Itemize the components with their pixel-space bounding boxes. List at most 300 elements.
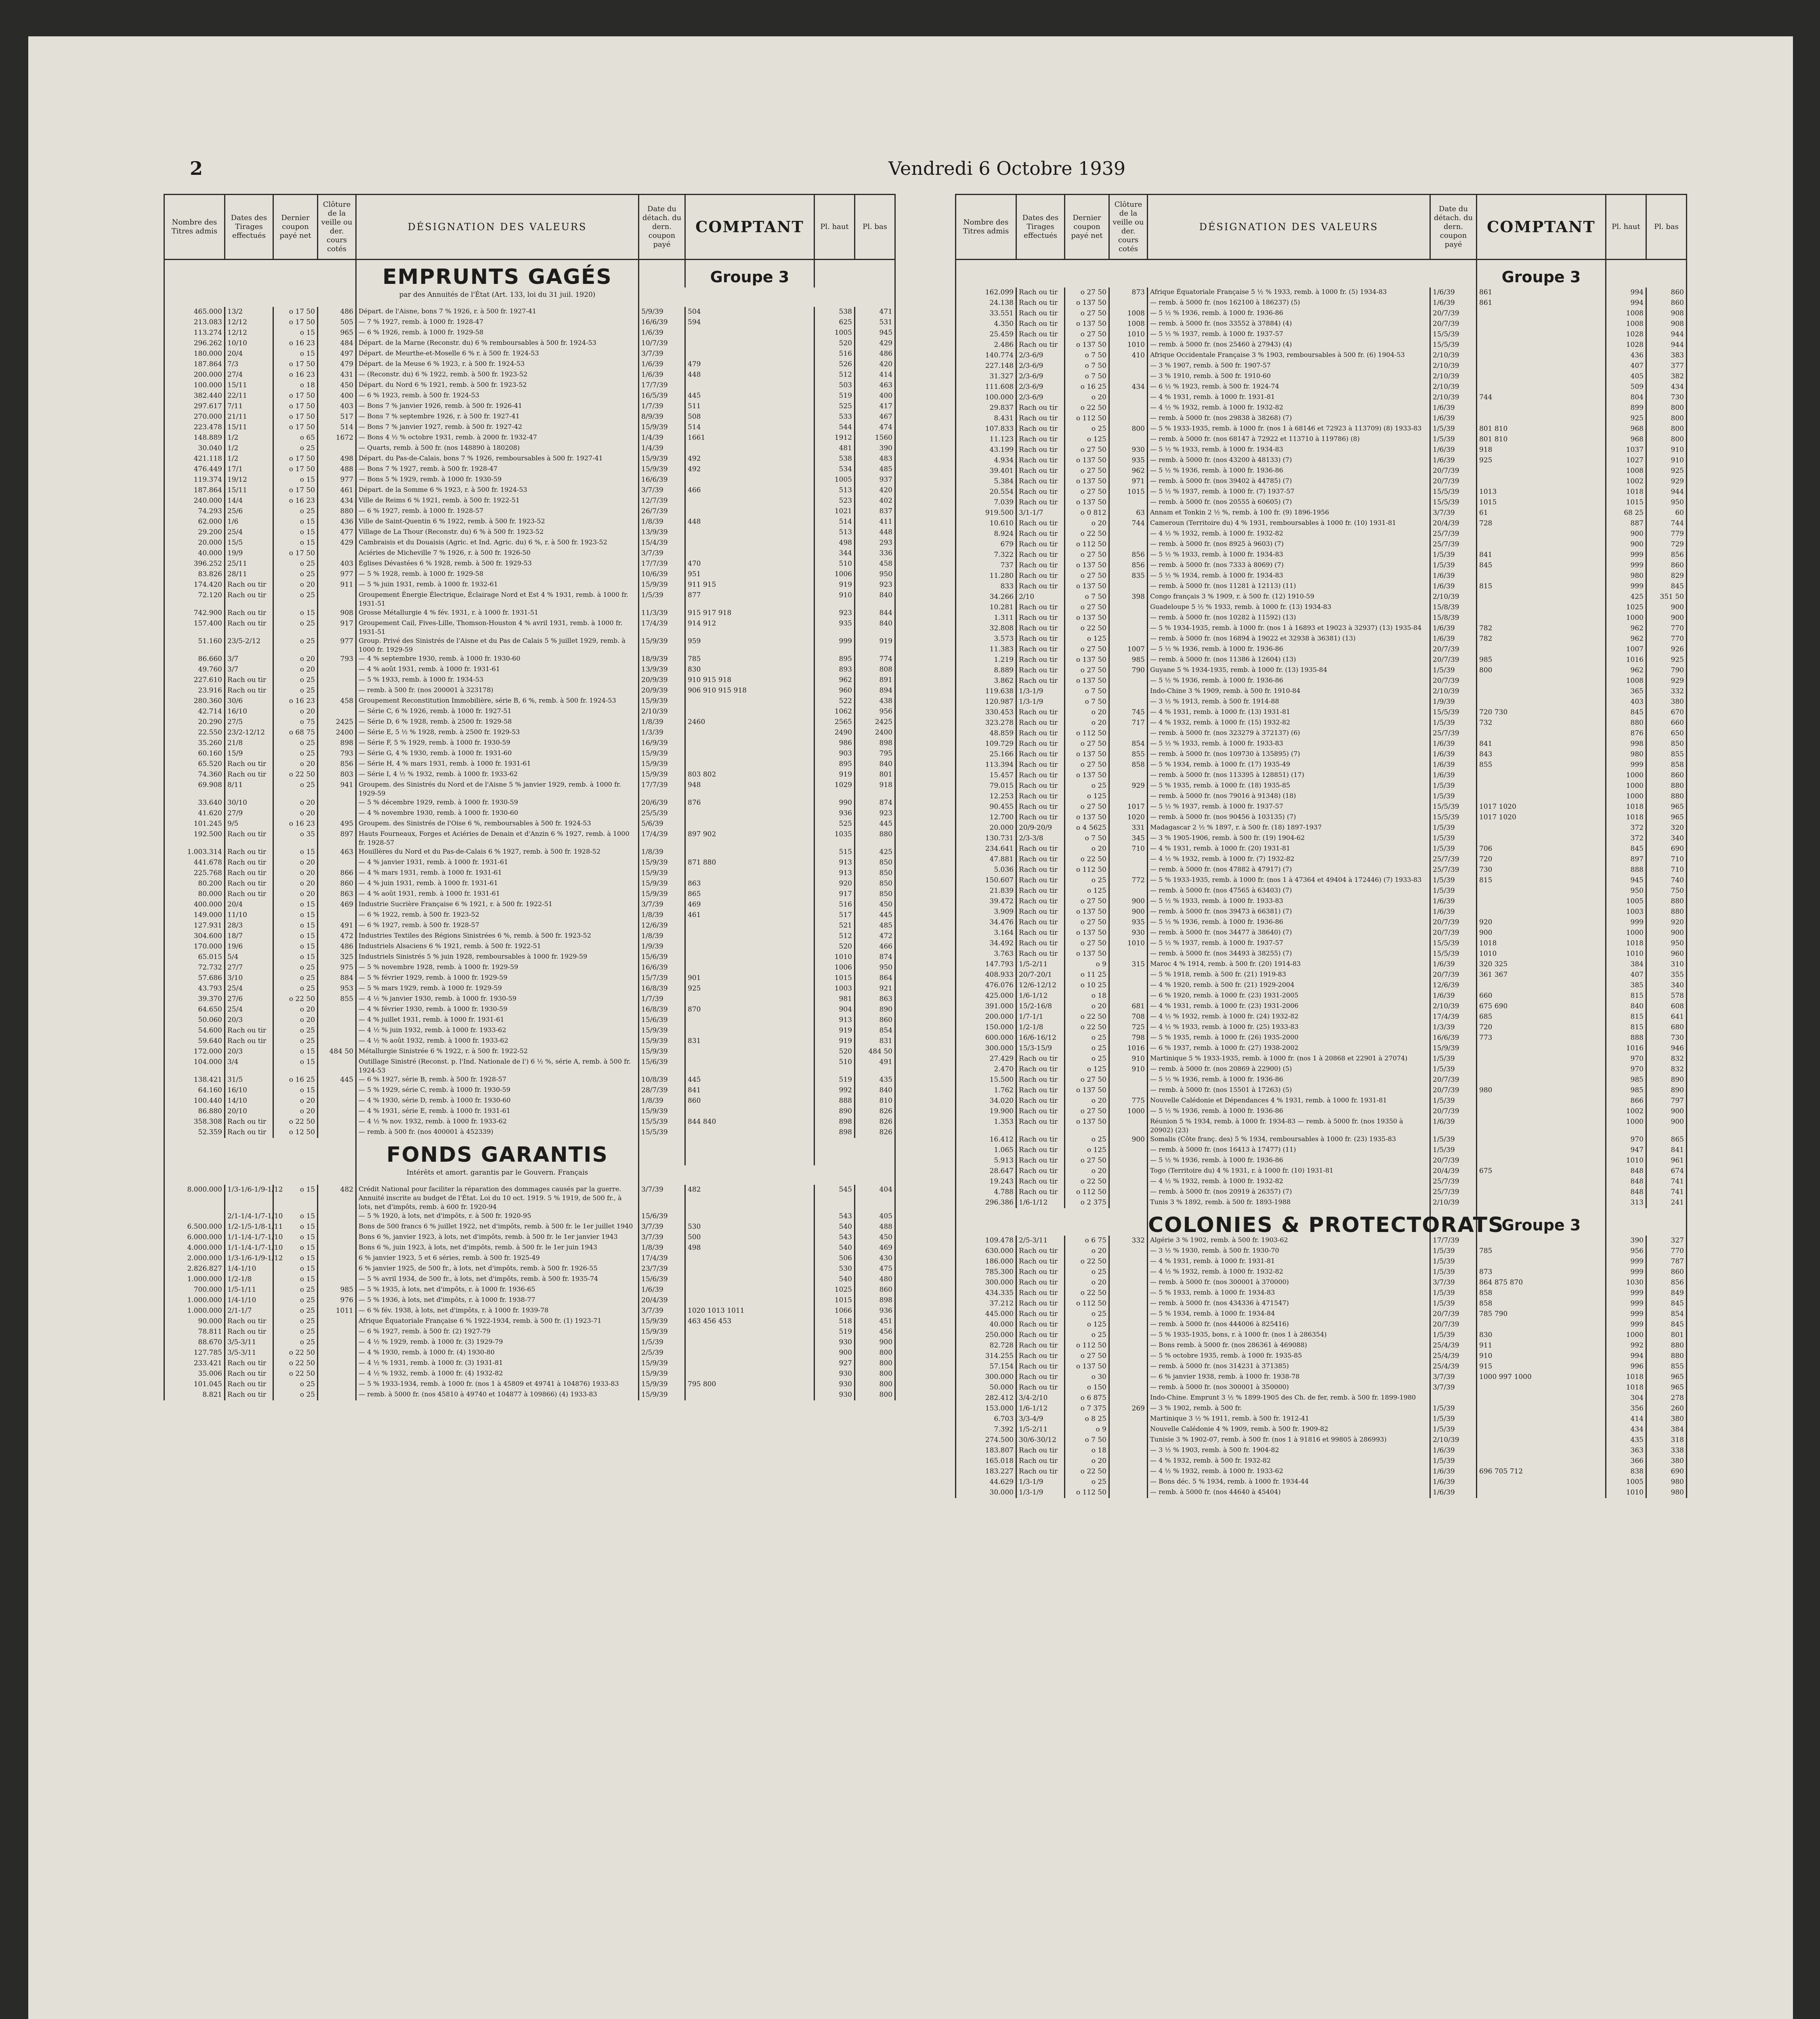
- security-row: [164, 819, 895, 829]
- nombre-cell: 39.472: [956, 896, 1016, 907]
- designation-cell: — 6 % 1923, remb. à 500 fr. 1924-53: [356, 391, 639, 401]
- coupon-cell: o 27 50: [1065, 1351, 1109, 1362]
- comptant-cell: 876: [685, 798, 814, 808]
- coupon-cell: o 15: [273, 328, 318, 338]
- detach-cell: 15/4/39: [639, 538, 685, 548]
- tirage-cell: Rach ou tir: [1016, 1456, 1065, 1467]
- tirage-cell: 25/4: [225, 1005, 273, 1015]
- nombre-cell: 101.045: [164, 1379, 225, 1390]
- coupon-cell: o 7 50: [1065, 1435, 1109, 1446]
- bas-cell: 474: [855, 422, 895, 433]
- detach-cell: 1/5/39: [1430, 1404, 1477, 1414]
- bas-cell: 810: [855, 1096, 895, 1106]
- haut-cell: 986: [814, 738, 855, 749]
- designation-cell: — 4 ½ % 1932, remb. à 1000 fr. 1932-82: [1148, 529, 1430, 539]
- section-fonds-row: [164, 1138, 895, 1165]
- comptant-cell: 951: [685, 569, 814, 580]
- bas-cell: 488: [855, 1222, 895, 1232]
- tirage-cell: 25/11: [225, 559, 273, 569]
- security-row: [164, 619, 895, 636]
- designation-cell: — remb. à 5000 fr. (nos 16894 à 19022 et 32938 à 36381) (13): [1148, 634, 1430, 644]
- security-row: [164, 391, 895, 401]
- security-row: [164, 798, 895, 808]
- detach-cell: 1/5/39: [1430, 875, 1477, 886]
- coupon-cell: o 25: [1065, 1033, 1109, 1043]
- haut-cell: 1000: [1606, 1117, 1646, 1135]
- coupon-cell: o 30: [1065, 1372, 1109, 1383]
- cloture-cell: 484: [318, 338, 356, 349]
- coupon-cell: o 137 50: [1065, 655, 1109, 665]
- cloture-cell: [1109, 1246, 1148, 1257]
- bas-cell: 880: [1646, 896, 1687, 907]
- security-row: [164, 559, 895, 569]
- detach-cell: 20/7/39: [1430, 655, 1477, 665]
- designation-cell: Outillage Sinistré (Reconst. p. l'Ind. Nationale de l') 6 ½ %, série A, remb. à 500 fr. 1924-53: [356, 1057, 639, 1075]
- tirage-cell: 1/5-2/11: [1016, 1425, 1065, 1435]
- haut-cell: 512: [814, 370, 855, 380]
- detach-cell: 15/5/39: [1430, 812, 1477, 823]
- bas-cell: 880: [1646, 1341, 1687, 1351]
- coupon-cell: o 112 50: [1065, 539, 1109, 550]
- nombre-cell: 19.243: [956, 1177, 1016, 1187]
- detach-cell: 1/6/39: [1430, 739, 1477, 749]
- tirage-cell: Rach ou tir: [225, 759, 273, 770]
- detach-cell: 13/9/39: [639, 527, 685, 538]
- nombre-cell: 86.880: [164, 1106, 225, 1117]
- designation-cell: — 4 % 1930, série D, remb. à 1000 fr. 1930-60: [356, 1096, 639, 1106]
- bas-cell: 826: [855, 1127, 895, 1138]
- nombre-cell: 6.500.000: [164, 1222, 225, 1232]
- detach-cell: 1/5/39: [1430, 1330, 1477, 1341]
- coupon-cell: o 20: [1065, 1246, 1109, 1257]
- bas-cell: 472: [855, 931, 895, 942]
- coupon-cell: o 25: [273, 569, 318, 580]
- coupon-cell: o 137 50: [1065, 319, 1109, 330]
- coupon-cell: o 27 50: [1065, 288, 1109, 298]
- cloture-cell: 469: [318, 900, 356, 910]
- detach-cell: 1/6/39: [1430, 749, 1477, 760]
- tirage-cell: 1/2: [225, 433, 273, 443]
- comptant-cell: [685, 749, 814, 759]
- designation-cell: Guyane 5 % 1934-1935, remb. à 1000 fr. (13) 1935-84: [1148, 665, 1430, 676]
- comptant-cell: 720: [1477, 854, 1606, 865]
- detach-cell: 15/9/39: [1430, 1043, 1477, 1054]
- coupon-cell: o 15: [273, 1211, 318, 1222]
- designation-cell: — Série H, 4 % mars 1931, remb. à 1000 fr. 1931-61: [356, 759, 639, 770]
- comptant-cell: 730: [1477, 865, 1606, 875]
- coupon-cell: o 137 50: [1065, 770, 1109, 781]
- coupon-cell: o 15: [273, 1274, 318, 1285]
- nombre-cell: 165.018: [956, 1456, 1016, 1467]
- coupon-cell: o 20: [273, 889, 318, 900]
- haut-cell: 888: [1606, 865, 1646, 875]
- bas-cell: 854: [1646, 1309, 1687, 1320]
- cloture-cell: 1020: [1109, 812, 1148, 823]
- tirage-cell: Rach ou tir: [1016, 581, 1065, 592]
- detach-cell: 20/4/39: [1430, 518, 1477, 529]
- bas-cell: 380: [1646, 1414, 1687, 1425]
- tirage-cell: 15/11: [225, 485, 273, 496]
- security-row: [164, 485, 895, 496]
- bas-cell: 800: [1646, 434, 1687, 445]
- comptant-cell: 1661: [685, 433, 814, 443]
- security-row: [956, 560, 1687, 571]
- nombre-cell: 213.083: [164, 317, 225, 328]
- coupon-cell: o 27 50: [1065, 602, 1109, 613]
- designation-cell: — 5 ½ % 1934, remb. à 1000 fr. 1934-83: [1148, 571, 1430, 581]
- bas-cell: 864: [855, 973, 895, 984]
- comptant-cell: [685, 942, 814, 952]
- security-row: [956, 1467, 1687, 1477]
- security-row: [164, 759, 895, 770]
- tirage-cell: 31/5: [225, 1075, 273, 1085]
- security-row: [164, 1306, 895, 1316]
- cloture-cell: 398: [1109, 592, 1148, 602]
- tirage-cell: Rach ou tir: [1016, 1362, 1065, 1372]
- security-row: [956, 1288, 1687, 1299]
- tirage-cell: Rach ou tir: [1016, 917, 1065, 928]
- tirage-cell: Rach ou tir: [1016, 1383, 1065, 1393]
- security-row: [956, 392, 1687, 403]
- bas-cell: 456: [855, 1327, 895, 1337]
- haut-cell: 384: [1606, 959, 1646, 970]
- haut-cell: 68 25: [1606, 508, 1646, 518]
- nombre-cell: 323.278: [956, 718, 1016, 728]
- comptant-cell: [685, 1295, 814, 1306]
- comptant-cell: 980: [1477, 1085, 1606, 1096]
- security-row: [164, 433, 895, 443]
- bas-cell: 890: [855, 1005, 895, 1015]
- coupon-cell: o 15: [273, 349, 318, 359]
- security-row: [956, 728, 1687, 739]
- haut-cell: 514: [814, 517, 855, 527]
- comptant-cell: 803 802: [685, 770, 814, 780]
- security-row: [956, 455, 1687, 466]
- security-row: [956, 1198, 1687, 1208]
- tirage-cell: Rach ou tir: [1016, 1096, 1065, 1106]
- cloture-cell: [318, 686, 356, 696]
- detach-cell: 3/7/39: [1430, 1383, 1477, 1393]
- coupon-cell: o 22 50: [1065, 1257, 1109, 1267]
- haut-cell: 999: [1606, 581, 1646, 592]
- tirage-cell: Rach ou tir: [1016, 1278, 1065, 1288]
- cloture-cell: [1109, 1177, 1148, 1187]
- bas-cell: 860: [1646, 560, 1687, 571]
- cloture-cell: [318, 1264, 356, 1274]
- security-row: [956, 613, 1687, 623]
- haut-cell: 913: [814, 868, 855, 879]
- haut-cell: 970: [1606, 1135, 1646, 1145]
- cloture-cell: 855: [1109, 749, 1148, 760]
- designation-cell: — 3 % 1905-1906, remb. à 500 fr. (19) 1904-62: [1148, 833, 1430, 844]
- haut-cell: 815: [1606, 991, 1646, 1001]
- nombre-cell: 90.000: [164, 1316, 225, 1327]
- comptant-cell: 861: [1477, 288, 1606, 298]
- bas-cell: 800: [855, 1379, 895, 1390]
- detach-cell: 2/10/39: [1430, 371, 1477, 382]
- bas-cell: 898: [855, 1295, 895, 1306]
- cloture-cell: [1109, 1145, 1148, 1156]
- detach-cell: 2/10/39: [1430, 382, 1477, 392]
- security-row: [164, 464, 895, 475]
- tirage-cell: Rach ou tir: [1016, 340, 1065, 350]
- bas-cell: 880: [1646, 907, 1687, 917]
- bas-cell: 890: [1646, 1085, 1687, 1096]
- comptant-cell: 864 875 870: [1477, 1278, 1606, 1288]
- tirage-cell: Rach ou tir: [1016, 781, 1065, 791]
- bas-cell: 730: [1646, 392, 1687, 403]
- haut-cell: 898: [814, 1127, 855, 1138]
- detach-cell: 1/8/39: [639, 847, 685, 858]
- nombre-cell: 3.164: [956, 928, 1016, 938]
- detach-cell: 1/6/39: [1430, 288, 1477, 298]
- cloture-cell: [318, 808, 356, 819]
- security-row: [956, 1383, 1687, 1393]
- security-row: [164, 1390, 895, 1400]
- haut-cell: 910: [814, 590, 855, 608]
- nombre-cell: 22.550: [164, 728, 225, 738]
- haut-cell: 1029: [814, 780, 855, 798]
- detach-cell: 1/6/39: [1430, 445, 1477, 455]
- designation-cell: — 4 ½ % août 1932, remb. à 1000 fr. 1933-62: [356, 1036, 639, 1047]
- tirage-cell: 15/9: [225, 749, 273, 759]
- nombre-cell: 34.476: [956, 917, 1016, 928]
- detach-cell: 25/7/39: [1430, 865, 1477, 875]
- bas-cell: 690: [1646, 844, 1687, 854]
- security-row: [164, 517, 895, 527]
- haut-cell: 895: [814, 654, 855, 665]
- designation-cell: — 5 % 1935-1935, bons, r. à 1000 fr. (nos 1 à 286354): [1148, 1330, 1430, 1341]
- detach-cell: 15/9/39: [639, 1026, 685, 1036]
- designation-cell: Ville de Saint-Quentin 6 % 1922, remb. à 500 fr. 1923-52: [356, 517, 639, 527]
- haut-cell: 545: [814, 1185, 855, 1211]
- bas-cell: 729: [1646, 539, 1687, 550]
- bas-cell: 880: [1646, 781, 1687, 791]
- nombre-cell: 2.826.827: [164, 1264, 225, 1274]
- coupon-cell: o 27 50: [1065, 309, 1109, 319]
- nombre-cell: 172.000: [164, 1047, 225, 1057]
- comptant-cell: [685, 538, 814, 548]
- comptant-cell: [1477, 1075, 1606, 1085]
- tirage-cell: Rach ou tir: [225, 1026, 273, 1036]
- tirage-cell: Rach ou tir: [225, 1379, 273, 1390]
- cloture-cell: 514: [318, 422, 356, 433]
- comptant-cell: [1477, 350, 1606, 361]
- designation-cell: Hauts Fourneaux, Forges et Aciéries de Denain et d'Anzin 6 % 1927, remb. à 1000 fr. 1928-57: [356, 829, 639, 847]
- comptant-cell: 448: [685, 517, 814, 527]
- header-pl-bas: Pl. bas: [855, 195, 895, 260]
- bas-cell: 448: [855, 527, 895, 538]
- cloture-cell: 873: [1109, 288, 1148, 298]
- comptant-cell: 785: [685, 654, 814, 665]
- bas-cell: 858: [1646, 760, 1687, 770]
- tirage-cell: 2/3-6/9: [1016, 361, 1065, 371]
- designation-cell: — 4 ½ % 1932, remb. à 1000 fr. 1932-82: [1148, 1267, 1430, 1278]
- coupon-cell: o 25: [273, 1390, 318, 1400]
- tirage-cell: Rach ou tir: [1016, 896, 1065, 907]
- comptant-cell: 1000 997 1000: [1477, 1372, 1606, 1383]
- bas-cell: 340: [1646, 980, 1687, 991]
- designation-cell: — 5 % mars 1929, remb. à 1000 fr. 1929-59: [356, 984, 639, 994]
- coupon-cell: o 20: [273, 580, 318, 590]
- detach-cell: 23/7/39: [639, 1264, 685, 1274]
- coupon-cell: o 137 50: [1065, 1085, 1109, 1096]
- bas-cell: 865: [1646, 1135, 1687, 1145]
- bas-cell: 837: [855, 506, 895, 517]
- nombre-cell: 148.889: [164, 433, 225, 443]
- bas-cell: 850: [855, 858, 895, 868]
- cloture-cell: [318, 1243, 356, 1253]
- nombre-cell: 50.000: [956, 1383, 1016, 1393]
- bas-cell: 377: [1646, 361, 1687, 371]
- designation-cell: — 5 % 1929, série C, remb. à 1000 fr. 1930-59: [356, 1085, 639, 1096]
- comptant-cell: [685, 728, 814, 738]
- bas-cell: 355: [1646, 970, 1687, 980]
- designation-cell: Tunis 3 % 1892, remb. à 500 fr. 1893-1988: [1148, 1198, 1430, 1208]
- detach-cell: 1/6/39: [1430, 896, 1477, 907]
- bas-cell: 451: [855, 1316, 895, 1327]
- comptant-cell: 915: [1477, 1362, 1606, 1372]
- haut-cell: 543: [814, 1232, 855, 1243]
- designation-cell: — Bons 5 % 1929, remb. à 1000 fr. 1930-59: [356, 475, 639, 485]
- designation-cell: — remb. à 5000 fr. (nos 90456 à 103135) (7): [1148, 812, 1430, 823]
- nombre-cell: 50.060: [164, 1015, 225, 1026]
- haut-cell: 1016: [1606, 1043, 1646, 1054]
- security-row: [164, 422, 895, 433]
- cloture-cell: [1109, 1351, 1148, 1362]
- detach-cell: 20/4/39: [1430, 1166, 1477, 1177]
- detach-cell: 5/9/39: [639, 307, 685, 317]
- security-row: [956, 382, 1687, 392]
- bas-cell: 420: [855, 359, 895, 370]
- coupon-cell: o 20: [273, 858, 318, 868]
- coupon-cell: o 16 25: [273, 1075, 318, 1085]
- detach-cell: 1/5/39: [1430, 1425, 1477, 1435]
- designation-cell: — 6 % 1927, série B, remb. à 500 fr. 1928-57: [356, 1075, 639, 1085]
- header-date-detach: Date du détach. du dern. coupon payé: [1430, 195, 1477, 260]
- comptant-cell: 492: [685, 454, 814, 464]
- nombre-cell: 234.641: [956, 844, 1016, 854]
- cloture-cell: 1011: [318, 1306, 356, 1316]
- designation-cell: Indo-Chine 3 % 1909, remb. à 500 fr. 1910-84: [1148, 686, 1430, 697]
- detach-cell: 15/5/39: [1430, 340, 1477, 350]
- detach-cell: 2/10/39: [1430, 1198, 1477, 1208]
- bas-cell: 674: [1646, 1166, 1687, 1177]
- haut-cell: 900: [1606, 539, 1646, 550]
- security-row: [956, 529, 1687, 539]
- security-row: [956, 571, 1687, 581]
- comptant-cell: 841: [685, 1085, 814, 1096]
- comptant-cell: 901: [685, 973, 814, 984]
- haut-cell: 538: [814, 454, 855, 464]
- bas-cell: 1560: [855, 433, 895, 443]
- coupon-cell: o 22 50: [1065, 403, 1109, 413]
- nombre-cell: 4.788: [956, 1187, 1016, 1198]
- haut-cell: 543: [814, 1211, 855, 1222]
- comptant-cell: 492: [685, 464, 814, 475]
- detach-cell: 20/7/39: [1430, 319, 1477, 330]
- designation-cell: — Série C, 6 % 1926, remb. à 1000 fr. 1927-51: [356, 707, 639, 717]
- bas-cell: 880: [1646, 791, 1687, 802]
- bas-cell: 920: [1646, 917, 1687, 928]
- security-row: [164, 994, 895, 1005]
- bas-cell: 741: [1646, 1187, 1687, 1198]
- tirage-cell: Rach ou tir: [1016, 728, 1065, 739]
- coupon-cell: o 18: [1065, 1446, 1109, 1456]
- security-row: [164, 349, 895, 359]
- cloture-cell: [1109, 434, 1148, 445]
- nombre-cell: [164, 1211, 225, 1222]
- security-row: [164, 1057, 895, 1075]
- cloture-cell: 477: [318, 527, 356, 538]
- security-row: [164, 1096, 895, 1106]
- coupon-cell: o 112 50: [1065, 1299, 1109, 1309]
- haut-cell: 945: [1606, 875, 1646, 886]
- tirage-cell: Rach ou tir: [1016, 1288, 1065, 1299]
- bas-cell: 900: [855, 1337, 895, 1348]
- comptant-cell: 675: [1477, 1166, 1606, 1177]
- cloture-cell: 856: [318, 759, 356, 770]
- detach-cell: 20/7/39: [1430, 1085, 1477, 1096]
- bas-cell: 900: [1646, 602, 1687, 613]
- comptant-cell: [1477, 1425, 1606, 1435]
- bas-cell: 855: [1646, 749, 1687, 760]
- coupon-cell: o 137 50: [1065, 676, 1109, 686]
- security-row: [164, 580, 895, 590]
- nombre-cell: 476.076: [956, 980, 1016, 991]
- designation-cell: — remb. à 5000 fr. (nos 20919 à 26357) (7): [1148, 1187, 1430, 1198]
- section-title-emprunts: EMPRUNTS GAGÉS: [356, 260, 639, 288]
- detach-cell: 1/6/39: [1430, 1446, 1477, 1456]
- tirage-cell: Rach ou tir: [1016, 718, 1065, 728]
- haut-cell: 994: [1606, 298, 1646, 309]
- designation-cell: Houillères du Nord et du Pas-de-Calais 6 % 1927, remb. à 500 fr. 1928-52: [356, 847, 639, 858]
- comptant-cell: 800: [1477, 665, 1606, 676]
- detach-cell: 16/9/39: [639, 738, 685, 749]
- cloture-cell: 1008: [1109, 309, 1148, 319]
- tirage-cell: 19/12: [225, 475, 273, 485]
- coupon-cell: o 27 50: [1065, 487, 1109, 497]
- tirage-cell: Rach ou tir: [225, 770, 273, 780]
- designation-cell: — 4 % août 1931, remb. à 1000 fr. 1931-61: [356, 665, 639, 675]
- coupon-cell: o 15: [273, 1085, 318, 1096]
- detach-cell: 8/9/39: [639, 412, 685, 422]
- nombre-cell: 6.703: [956, 1414, 1016, 1425]
- detach-cell: 1/5/39: [1430, 1054, 1477, 1064]
- detach-cell: 16/8/39: [639, 1005, 685, 1015]
- haut-cell: 498: [814, 538, 855, 548]
- cloture-cell: 930: [1109, 928, 1148, 938]
- cloture-cell: 458: [318, 696, 356, 707]
- coupon-cell: o 20: [273, 798, 318, 808]
- comptant-cell: [1477, 1488, 1606, 1498]
- comptant-cell: [1477, 1435, 1606, 1446]
- tirage-cell: 16/10: [225, 707, 273, 717]
- security-row: [164, 1358, 895, 1369]
- detach-cell: 1/8/39: [639, 910, 685, 921]
- haut-cell: 887: [1606, 518, 1646, 529]
- security-row: [956, 413, 1687, 424]
- comptant-cell: [685, 1358, 814, 1369]
- haut-cell: 981: [814, 994, 855, 1005]
- page-number: 2: [190, 157, 203, 179]
- security-row: [956, 739, 1687, 749]
- bas-cell: 898: [855, 738, 895, 749]
- comptant-cell: [685, 349, 814, 359]
- coupon-cell: o 137 50: [1065, 613, 1109, 623]
- detach-cell: 10/8/39: [639, 1075, 685, 1085]
- tirage-cell: 1/2: [225, 454, 273, 464]
